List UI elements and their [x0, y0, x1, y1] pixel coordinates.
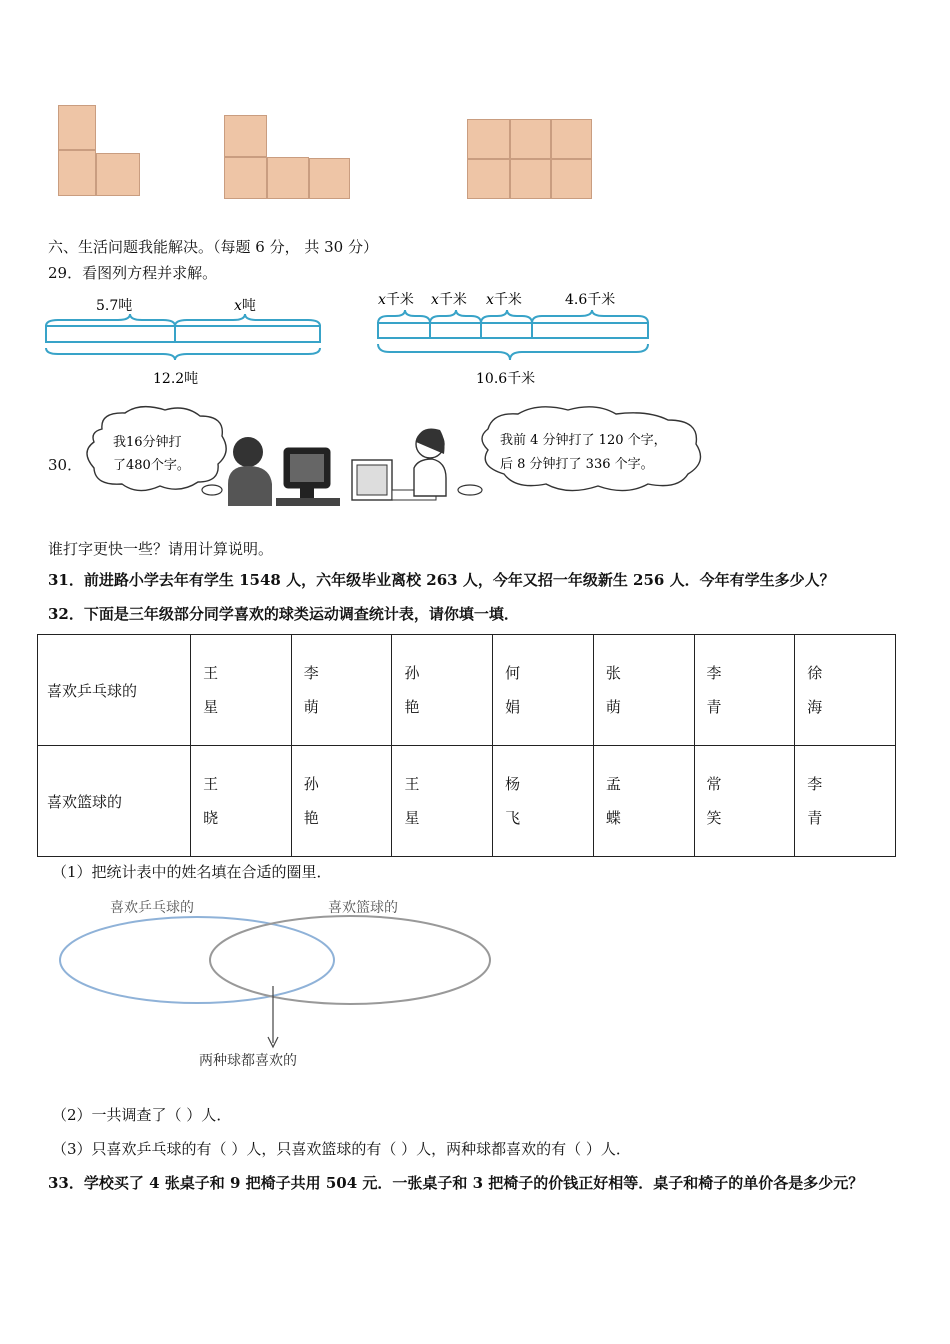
- table-row: [38, 635, 896, 746]
- question-29-text: 29．看图列方程并求解。: [48, 264, 218, 282]
- survey-table: [37, 634, 896, 857]
- diagram2-part4-label: 4.6千米: [565, 292, 616, 308]
- table-cell: 何 娟: [493, 635, 594, 746]
- venn-right-circle: [210, 916, 490, 1004]
- table-cell: 张 萌: [593, 635, 694, 746]
- question-30-number: 30．: [48, 456, 83, 474]
- brace-part1: [46, 314, 175, 326]
- brace-total: [46, 348, 320, 360]
- table-cell: 孙 艳: [392, 635, 493, 746]
- venn-left-label: 喜欢乒乓球的: [110, 900, 194, 916]
- row-label: 喜欢乒乓球的: [38, 635, 191, 746]
- girl-speech-line1: 我前 4 分钟打了 120 个字，: [500, 433, 667, 448]
- boy-illustration: [80, 404, 350, 512]
- bar-rect: [46, 326, 320, 342]
- q32-sub2: （2）一共调查了（ ）人．: [52, 1106, 232, 1124]
- brace-part2: [175, 314, 320, 326]
- table-cell: 李 青: [694, 635, 795, 746]
- venn-diagram: [55, 890, 500, 1075]
- question-30-text: 谁打字更快一些？请用计算说明。: [48, 540, 274, 558]
- q32-sub1: （1）把统计表中的姓名填在合适的圈里．: [52, 863, 332, 881]
- question-33-text: 33．学校买了 4 张桌子和 9 把椅子共用 504 元．一张桌子和 3 把椅子的价钱正好相等．桌子和椅子的单价各是多少元？: [48, 1174, 864, 1192]
- table-cell: 王 晓: [191, 746, 292, 857]
- diagram2-var1-label: x千米: [378, 292, 414, 308]
- table-cell: 杨 飞: [493, 746, 594, 857]
- boy-head-icon: [233, 437, 263, 467]
- table-cell: 王 星: [392, 746, 493, 857]
- q29-diagram-2: [370, 288, 660, 392]
- table-cell: 李 青: [795, 746, 896, 857]
- question-32-text: 32．下面是三年级部分同学喜欢的球类运动调查统计表，请你填一填．: [48, 605, 519, 623]
- table-row: [38, 746, 896, 857]
- boy-speech-line1: 我16分钟打: [113, 435, 182, 450]
- q29-diagram-1: [38, 292, 328, 392]
- diagram1-part2-label: x吨: [234, 298, 256, 314]
- table-cell: 孟 蝶: [593, 746, 694, 857]
- girl-illustration: [348, 404, 708, 512]
- diagram2-var2-label: x千米: [431, 292, 467, 308]
- table-cell: 孙 艳: [291, 746, 392, 857]
- boy-speech-line2: 了480个字。: [113, 458, 190, 473]
- row-label: 喜欢篮球的: [38, 746, 191, 857]
- venn-bottom-label: 两种球都喜欢的: [199, 1053, 297, 1069]
- q32-sub3: （3）只喜欢乒乓球的有（ ）人，只喜欢篮球的有（ ）人，两种球都喜欢的有（ ）人．: [52, 1140, 631, 1158]
- diagram2-var3-label: x千米: [486, 292, 522, 308]
- diagram2-total-label: 10.6千米: [476, 371, 536, 387]
- table-cell: 王 星: [191, 635, 292, 746]
- diagram1-part1-label: 5.7吨: [96, 298, 133, 314]
- venn-right-label: 喜欢篮球的: [328, 900, 398, 916]
- venn-left-circle: [60, 917, 334, 1003]
- question-31-text: 31．前进路小学去年有学生 1548 人，六年级毕业离校 263 人，今年又招一年级新生 256 人．今年有学生多少人？: [48, 571, 835, 589]
- table-cell: 李 萌: [291, 635, 392, 746]
- table-cell: 徐 海: [795, 635, 896, 746]
- section-6-title: 六、生活问题我能解决。（每题 6 分， 共 30 分）: [48, 238, 378, 256]
- girl-speech-line2: 后 8 分钟打了 336 个字。: [500, 457, 654, 472]
- diagram1-total-label: 12.2吨: [153, 371, 199, 387]
- table-cell: 常 笑: [694, 746, 795, 857]
